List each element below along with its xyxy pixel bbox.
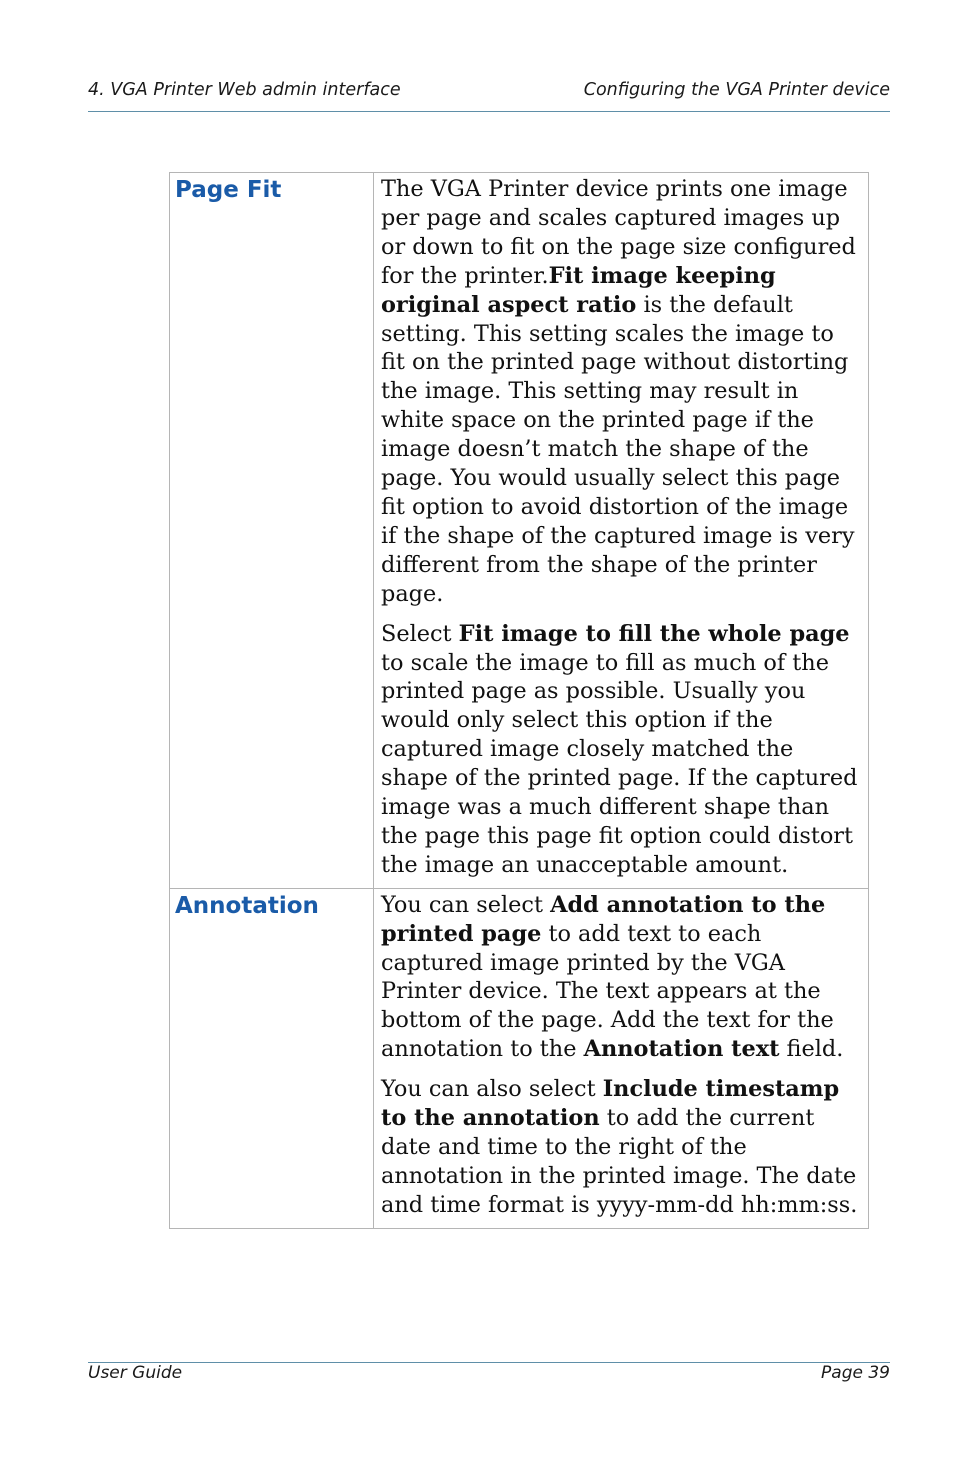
settings-table (169, 172, 869, 1229)
text-run: You can select (381, 891, 551, 918)
text-run: The VGA Printer device prints one image per page and scales captured images up or down to fit on the page size configured for the printer. (381, 176, 856, 289)
header-chapter-title: 4. VGA Printer Web admin interface (88, 80, 401, 100)
description-page-fit (374, 173, 869, 889)
header-section-title: Configuring the VGA Printer device (583, 80, 890, 100)
term-annotation: Annotation (170, 888, 374, 1228)
paragraph (381, 891, 862, 1064)
table-row (170, 173, 869, 889)
paragraph (381, 620, 862, 880)
term-page-fit: Page Fit (170, 173, 374, 889)
table-row (170, 888, 869, 1228)
bold-text-run: Add annotation to the printed page (381, 891, 826, 947)
bold-text-run: Include timestamp to the annotation (381, 1076, 840, 1132)
description-annotation (374, 888, 869, 1228)
text-run: to add text to each captured image printed by the VGA Printer device. The text appears at the bottom of the page. Add the text for the annotation to the (381, 920, 834, 1063)
paragraph (381, 1075, 862, 1220)
page-footer (88, 1362, 890, 1393)
text-run: field. (779, 1036, 844, 1063)
text-run: Select (381, 620, 459, 647)
footer-document-title: User Guide (88, 1363, 183, 1383)
text-run: to add the current date and time to the right of the annotation in the printed image. The date and time format is yyyy-mm-dd hh:mm:ss. (381, 1105, 858, 1218)
page-header (88, 78, 890, 112)
bold-text-run: Annotation text (583, 1036, 780, 1063)
text-run: to scale the image to fill as much of the printed page as possible. Usually you would only select this option if the captured image closely matched the shape of the printed page. If the captured image was a much different shape than the page this page fit option could distort the image an unacceptable amount. (381, 649, 858, 878)
bold-text-run: Fit image to fill the whole page (458, 620, 850, 647)
paragraph (381, 175, 862, 609)
text-run: is the default setting. This setting scales the image to fit on the printed page without distorting the image. This setting may result in white space on the printed page if the image doesn’t match the shape of the page. You would usually select this page fit option to avoid distortion of the image if the shape of the captured image is very different from the shape of the printer page. (381, 291, 855, 607)
text-run: You can also select (381, 1076, 603, 1103)
page-number: Page 39 (821, 1363, 890, 1383)
bold-text-run: Fit image keeping original aspect ratio (381, 262, 776, 318)
